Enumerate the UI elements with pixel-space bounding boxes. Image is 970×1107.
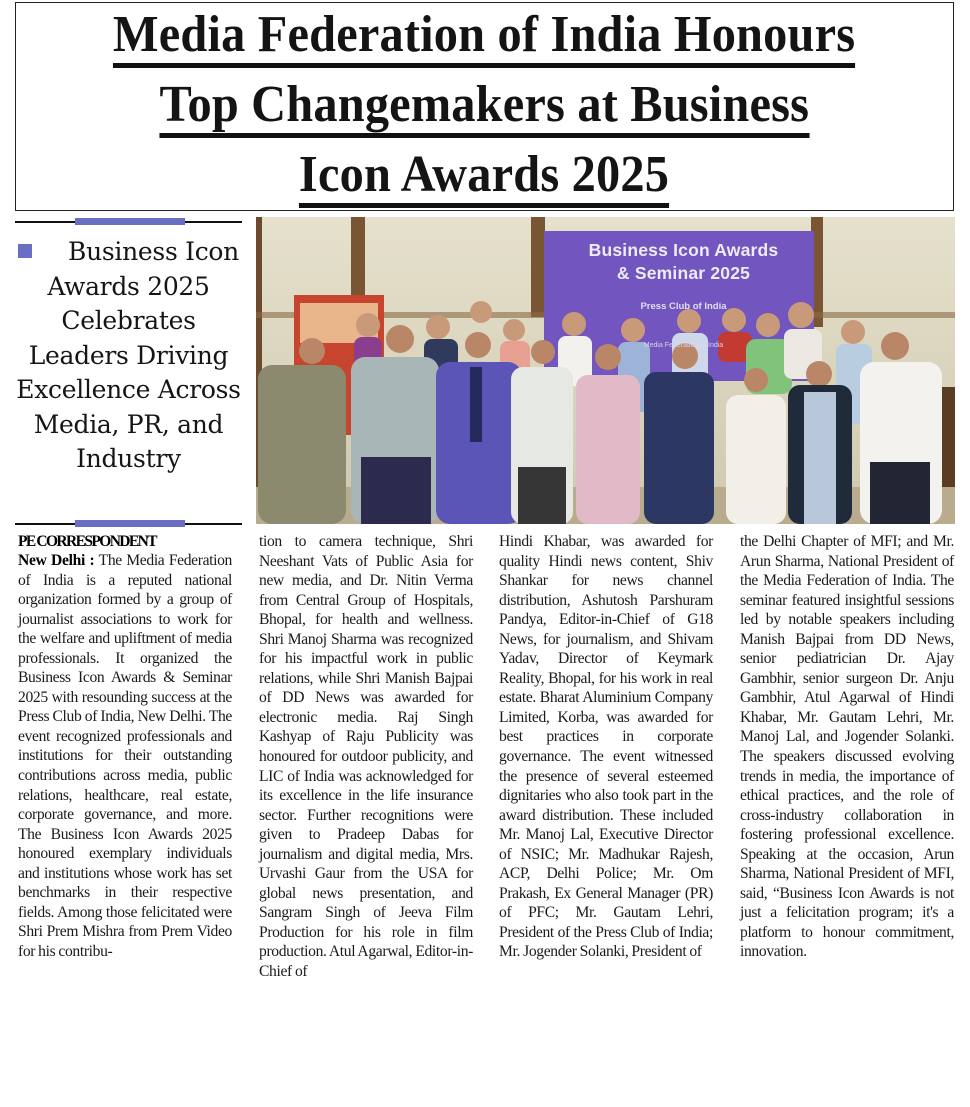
column-text: tion to camera technique, Shri Neeshant Vats of Public Asia for new media, and Dr. Nitin Verma from Central Group of Hospitals, Bhopal, for health and wellness. Shri Manoj Sharma was recognized for his impactful work in public relations, while Shri Manish Bajpai of DD News was awarded for electronic media. Raj Singh Kashyap of Raju Publicity was honoured for outdoor publicity, and LIC of India was acknowledged for its excellence in the life insurance sector. Further recognitions were given to Pradeep Dabas for journalism and digital media, Mrs. Urvashi Gaur from the USA for global news presentation, and Sangram Singh of Jeeva Film Production for his role in film production. Atul Agarwal, Editor-in-Chief of	[259, 533, 473, 981]
square-bullet-icon	[18, 244, 32, 258]
divider-rule	[15, 523, 242, 525]
subheadline	[15, 235, 242, 477]
headline	[85, 2, 883, 212]
article-column-1	[18, 532, 232, 961]
dateline: New Delhi :	[18, 552, 95, 569]
subheadline-text: Business Icon Awards 2025 Celebrates Leaders Driving Excellence Across Media, PR, and Industry	[16, 237, 241, 473]
article-paragraph	[18, 551, 232, 961]
banner-title	[556, 239, 811, 285]
accent-bar	[75, 218, 185, 225]
subheadline-box	[15, 217, 242, 527]
banner-venue: Press Club of India	[640, 301, 727, 312]
banner-organization: Media Federation of India	[643, 342, 724, 349]
headline-line: Media Federation of India Honours	[113, 9, 855, 68]
column-text: the Delhi Chapter of MFI; and Mr. Arun Sharma, National President of the Media Federation of India. The seminar featured insightful sessions led by notable speakers including Manish Bajpai from DD News, senior pediatrician Dr. Ajay Gambhir, senior surgeon Dr. Anju Gambhir, Atul Agarwal of Hindi Khabar, Mr. Gautam Lehri, Mr. Manoj Lal, and Jogender Solanki. The speakers discussed evolving trends in media, the importance of ethical practices, and the role of cross-industry collaboration in fostering professional excellence. Speaking at the occasion, Arun Sharma, National President of MFI, said, “Business Icon Awards is not just a felicitation program; it's a platform to honour commitment, innovation.	[740, 533, 954, 961]
banner-title-line: Business Icon Awards	[588, 240, 779, 260]
column-text: The Media Federation of India is a reputed national organization formed by a group of journalist associations to work for the welfare and upliftment of media professionals. It organized the Business Icon Awards & Seminar 2025 with resounding success at the Press Club of India, New Delhi. The event recognized professionals and institutions for their outstanding contributions across media, public relations, healthcare, real estate, corporate governance, and more. The Business Icon Awards 2025 honoured exemplary individuals and institutions whose work has set benchmarks in their respective fields. Among those felicitated were Shri Prem Mishra from Prem Video for his contribu-	[18, 552, 233, 960]
column-text: Hindi Khabar, was awarded for quality Hindi news content, Shiv Shankar for news channel distribution, Ashutosh Parshuram Pandya, Editor-in-Chief of G18 News, for journalism, and Shivam Yadav, Director of Keymark Reality, Bhopal, for his work in real estate. Bharat Aluminium Company Limited, Korba, was awarded for best practices in corporate governance. The event witnessed the presence of several esteemed dignitaries who also took part in the award distribution. These included Mr. Manoj Lal, Executive Director of NSIC; Mr. Madhukar Rajesh, ACP, Delhi Police; Mr. Om Prakash, Ex General Manager (PR) of PFC; Mr. Gautam Lehri, President of the Press Club of India; Mr. Jogender Solanki, President of	[499, 533, 713, 961]
group-photo	[256, 217, 955, 524]
headline-line: Icon Awards 2025	[299, 149, 669, 208]
article-column-3	[499, 532, 713, 962]
headline-box	[15, 2, 954, 211]
article-column-2	[259, 532, 473, 982]
headline-line: Top Changemakers at Business	[160, 79, 810, 138]
divider-rule	[15, 221, 242, 223]
banner-title-line: & Seminar 2025	[616, 263, 751, 283]
accent-bar	[75, 520, 185, 527]
byline: PE CORRESPONDENT	[18, 533, 156, 550]
article-column-4	[740, 532, 954, 962]
